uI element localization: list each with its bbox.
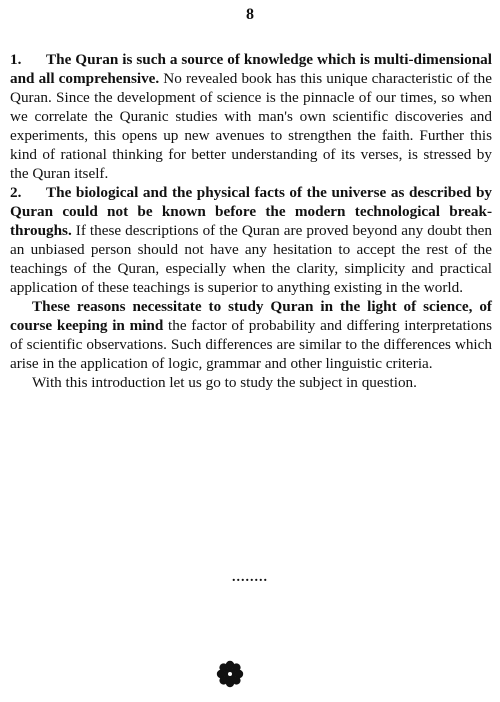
paragraph-1 <box>10 50 492 183</box>
paragraph-2-lead: The biological and the physical facts of the universe as described by Quran could not be known before the modern technological break-throughs. <box>10 184 492 239</box>
paragraph-4: With this introduction let us go to study the subject in question. <box>32 374 417 391</box>
flower-icon <box>216 660 244 688</box>
paragraph-2-text: If these descriptions of the Quran are proved beyond any doubt then an unbiased person should not have any hesitation to accept the rest of the teachings of the Quran, especially when the clarity, simplicity and practical application of these teachings is superior to anything existing in the world. <box>10 222 492 296</box>
page-number: 8 <box>246 6 254 23</box>
paragraph-3-text: the factor of probability and differing interpretations of scientific observations. Such differences are similar to the differences which arise in the application of logic, grammar and other linguistic criteria. <box>10 317 492 372</box>
paragraph-3 <box>10 297 492 373</box>
paragraph-3-lead: These reasons necessitate to study Quran in the light of science, of course keeping in mind <box>10 298 492 334</box>
paragraph-1-number: 1. <box>10 51 22 68</box>
paragraph-2 <box>10 183 492 297</box>
section-break-dots: ........ <box>232 570 268 585</box>
paragraph-1-lead: The Quran is such a source of knowledge which is multi-dimensional and all comprehensive. <box>10 51 492 87</box>
page-body <box>10 50 492 392</box>
paragraph-1-text: No revealed book has this unique characteristic of the Quran. Since the development of science is the pinnacle of our times, so when we correlate the Quranic studies with man's own scientific discoveries and experiments, this opens up new avenues to strengthen the faith. Further this kind of rational thinking for better understanding of its verses, is stressed by the Quran itself. <box>10 70 492 182</box>
paragraph-2-number: 2. <box>10 184 22 201</box>
